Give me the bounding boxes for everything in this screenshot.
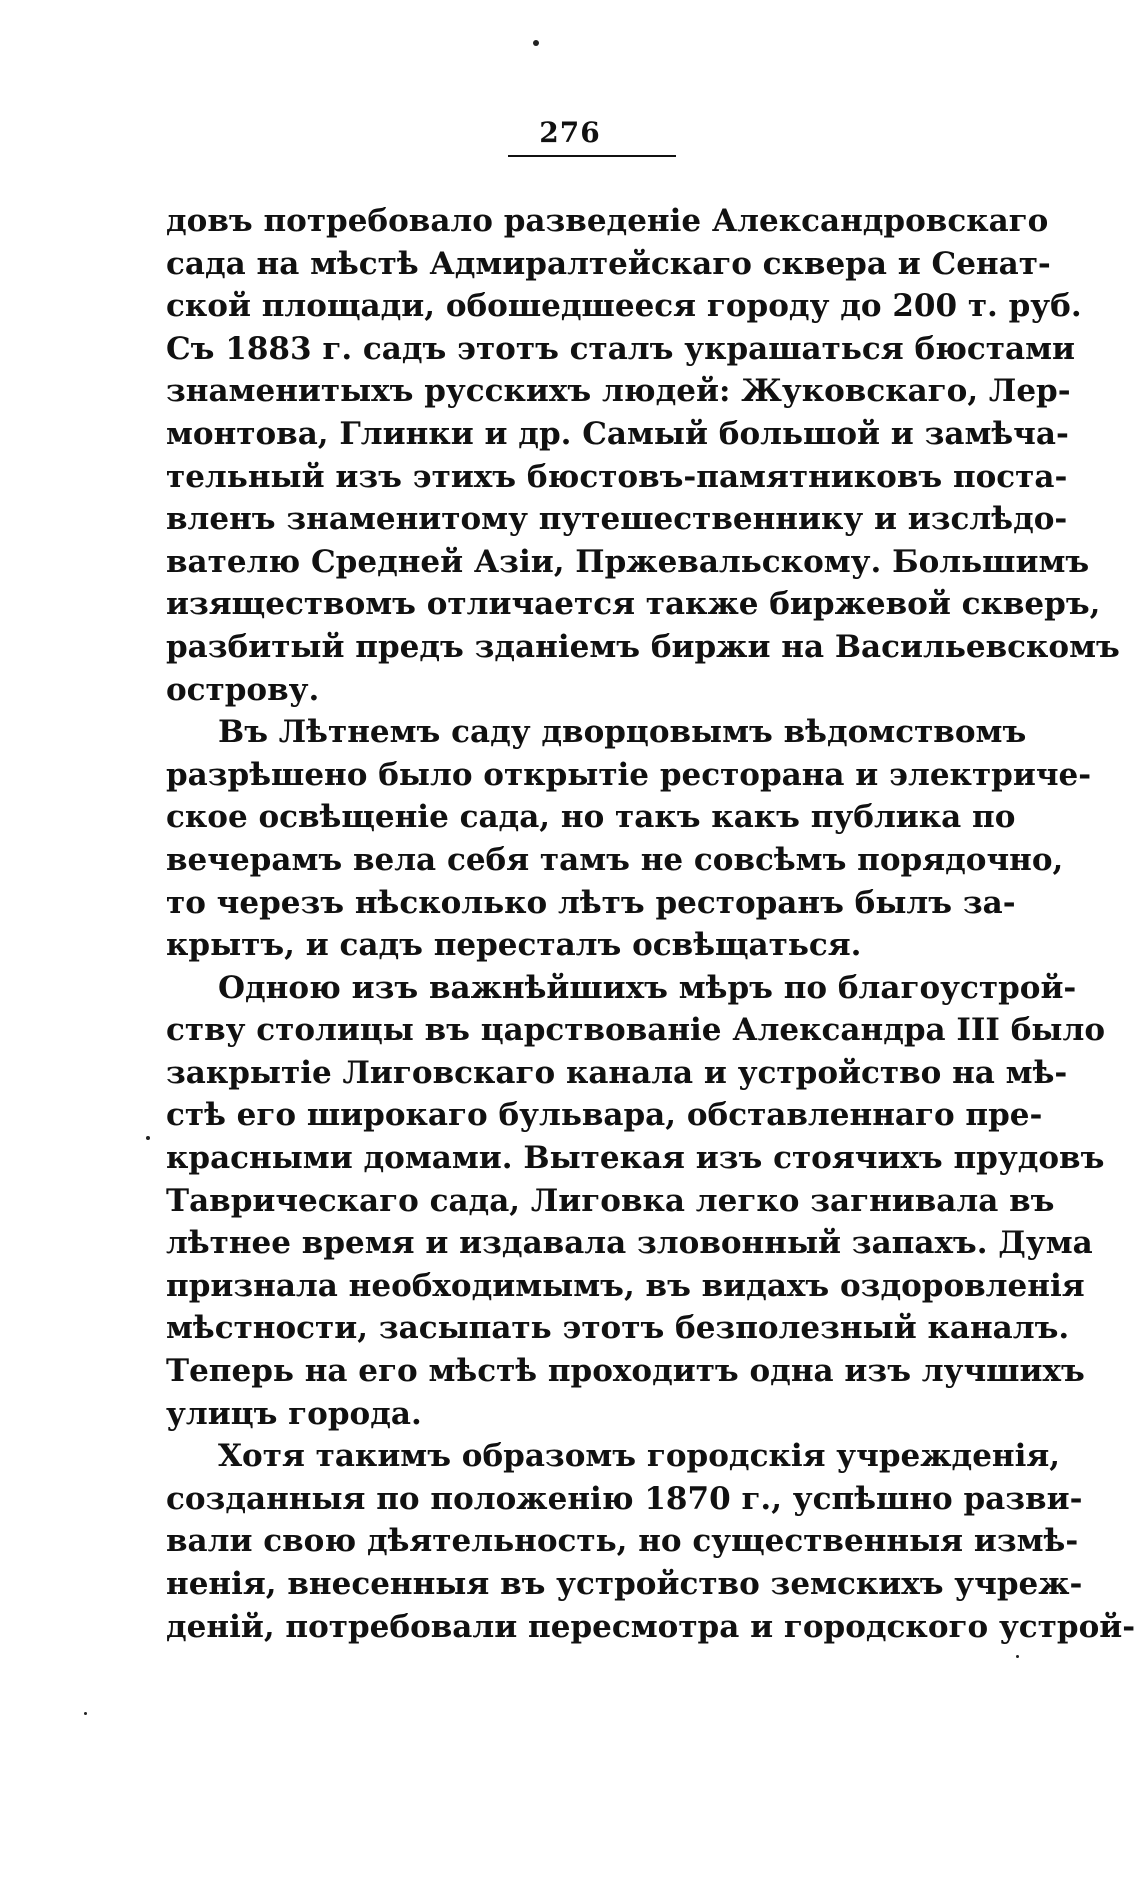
text-line: ской площади, обошедшееся городу до 200 т. руб. <box>166 288 1082 325</box>
text-line: сада на мѣстѣ Адмиралтейскаго сквера и Сенат- <box>166 245 1051 282</box>
header-rule <box>508 155 676 157</box>
text-line: деній, потребовали пересмотра и городского устрой- <box>166 1608 1136 1645</box>
scan-speck <box>1016 1655 1019 1658</box>
text-line: лѣтнее время и издавала зловонный запахъ. Дума <box>166 1225 1093 1262</box>
text-line: вали свою дѣятельность, но существенныя измѣ- <box>166 1523 1079 1560</box>
text-line: мѣстности, засыпать этотъ безполезный каналъ. <box>166 1310 1070 1347</box>
text-line: изяществомъ отличается также биржевой скверъ, <box>166 586 1101 623</box>
text-line: Въ Лѣтнемъ саду дворцовымъ вѣдомствомъ <box>218 714 1027 751</box>
text-line: Одною изъ важнѣйшихъ мѣръ по благоустрой- <box>218 969 1077 1006</box>
text-line: вечерамъ вела себя тамъ не совсѣмъ порядочно, <box>166 841 1064 878</box>
text-line: Теперь на его мѣстѣ проходитъ одна изъ лучшихъ <box>166 1353 1085 1390</box>
text-line: стѣ его широкаго бульвара, обставленнаго пре- <box>166 1097 1043 1134</box>
scan-speck <box>146 1136 150 1140</box>
text-line: острову. <box>166 671 320 708</box>
text-line: Хотя такимъ образомъ городскія учрежденія, <box>218 1438 1061 1475</box>
text-line: Съ 1883 г. садъ этотъ сталъ украшаться бюстами <box>166 330 1076 367</box>
text-line: ненія, внесенныя въ устройство земскихъ учреж- <box>166 1566 1083 1602</box>
text-line: признала необходимымъ, въ видахъ оздоровленія <box>166 1267 1085 1304</box>
text-line: улицъ города. <box>166 1395 422 1432</box>
text-line: крытъ, и садъ пересталъ освѣщаться. <box>166 927 862 964</box>
paragraph-1 <box>166 200 1120 711</box>
paragraph-3 <box>166 967 1105 1436</box>
text-line: созданныя по положенію 1870 г., успѣшно разви- <box>166 1480 1083 1517</box>
text-line: монтова, Глинки и др. Самый большой и замѣча- <box>166 415 1069 452</box>
page-number: 276 <box>539 116 601 149</box>
text-line: разрѣшено было открытіе ресторана и электриче- <box>166 756 1092 793</box>
body-text <box>166 200 1136 1648</box>
scan-speck <box>84 1712 87 1715</box>
text-line: тельный изъ этихъ бюстовъ-памятниковъ поста- <box>166 458 1068 495</box>
paragraph-2 <box>166 711 1092 967</box>
text-line: Таврическаго сада, Лиговка легко загнивала въ <box>166 1182 1055 1219</box>
text-line: вателю Средней Азіи, Пржевальскому. Большимъ <box>166 543 1090 580</box>
text-line: знаменитыхъ русскихъ людей: Жуковскаго, Лер- <box>166 373 1071 410</box>
paragraph-4 <box>166 1435 1136 1648</box>
text-line: вленъ знаменитому путешественнику и изслѣдо- <box>166 501 1068 538</box>
scan-speck <box>533 40 539 46</box>
text-line: закрытіе Лиговскаго канала и устройство на мѣ- <box>166 1054 1068 1091</box>
text-line: ству столицы въ царствованіе Александра III было <box>166 1012 1105 1049</box>
text-line: разбитый предъ зданіемъ биржи на Васильевскомъ <box>166 628 1120 665</box>
text-line: довъ потребовало разведеніе Александровскаго <box>166 203 1049 239</box>
text-line: ское освѣщеніе сада, но такъ какъ публика по <box>166 799 1016 836</box>
text-line: то черезъ нѣсколько лѣтъ ресторанъ былъ за- <box>166 884 1016 921</box>
text-line: красными домами. Вытекая изъ стоячихъ прудовъ <box>166 1140 1105 1177</box>
